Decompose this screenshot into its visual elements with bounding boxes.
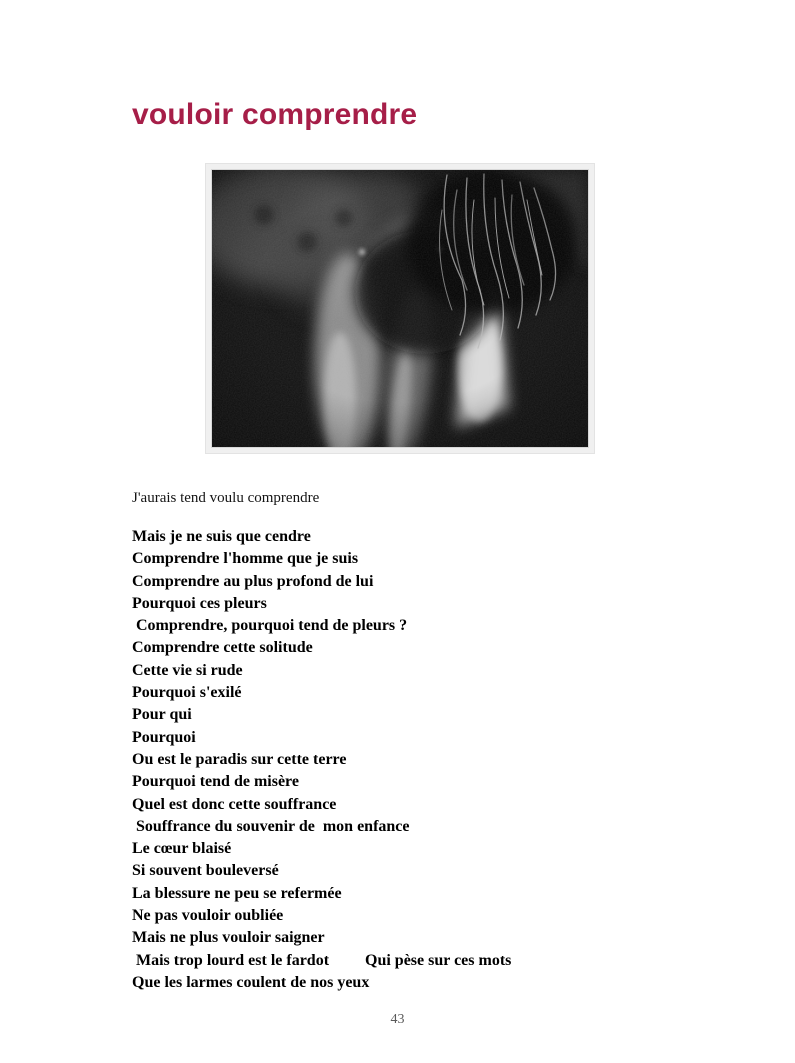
poem-intro-line: J'aurais tend voulu comprendre (132, 490, 320, 506)
poem-line: Cette vie si rude (132, 661, 243, 679)
poem-line: Comprendre au plus profond de lui (132, 572, 374, 590)
poem-line: Souffrance du souvenir de mon enfance (132, 817, 410, 835)
poem-line: Le cœur blaisé (132, 840, 232, 858)
page-number: 43 (390, 1012, 405, 1027)
poem-line: Mais ne plus vouloir saigner (132, 929, 325, 947)
poem-line: Pourquoi s'exilé (132, 684, 242, 702)
photo-frame (205, 163, 595, 454)
poem-photo (212, 170, 588, 447)
poem-line: Comprendre cette solitude (132, 639, 313, 657)
poem-line: Que les larmes coulent de nos yeux (132, 973, 370, 991)
poem-line: Comprendre, pourquoi tend de pleurs ? (132, 617, 408, 635)
poem-line: Ne pas vouloir oubliée (132, 907, 284, 925)
poem-line: Mais trop lourd est le fardot Qui pèse sur ces mots (132, 951, 512, 969)
photo-image (212, 170, 588, 447)
poem-line: Pourquoi tend de misère (132, 773, 299, 791)
poem-line: La blessure ne peu se refermée (132, 884, 342, 902)
poem-line: Quel est donc cette souffrance (132, 795, 337, 813)
poem-line: Mais je ne suis que cendre (132, 528, 311, 545)
poem-line: Si souvent bouleversé (132, 862, 279, 880)
poem-line: Pourquoi (132, 728, 196, 746)
poem-line: Pourquoi ces pleurs (132, 594, 267, 612)
page-title: vouloir comprendre (132, 98, 418, 131)
poem-body (132, 526, 511, 994)
poem-line: Pour qui (132, 706, 192, 724)
poem-line: Ou est le paradis sur cette terre (132, 750, 347, 768)
poem-line: Comprendre l'homme que je suis (132, 550, 359, 568)
